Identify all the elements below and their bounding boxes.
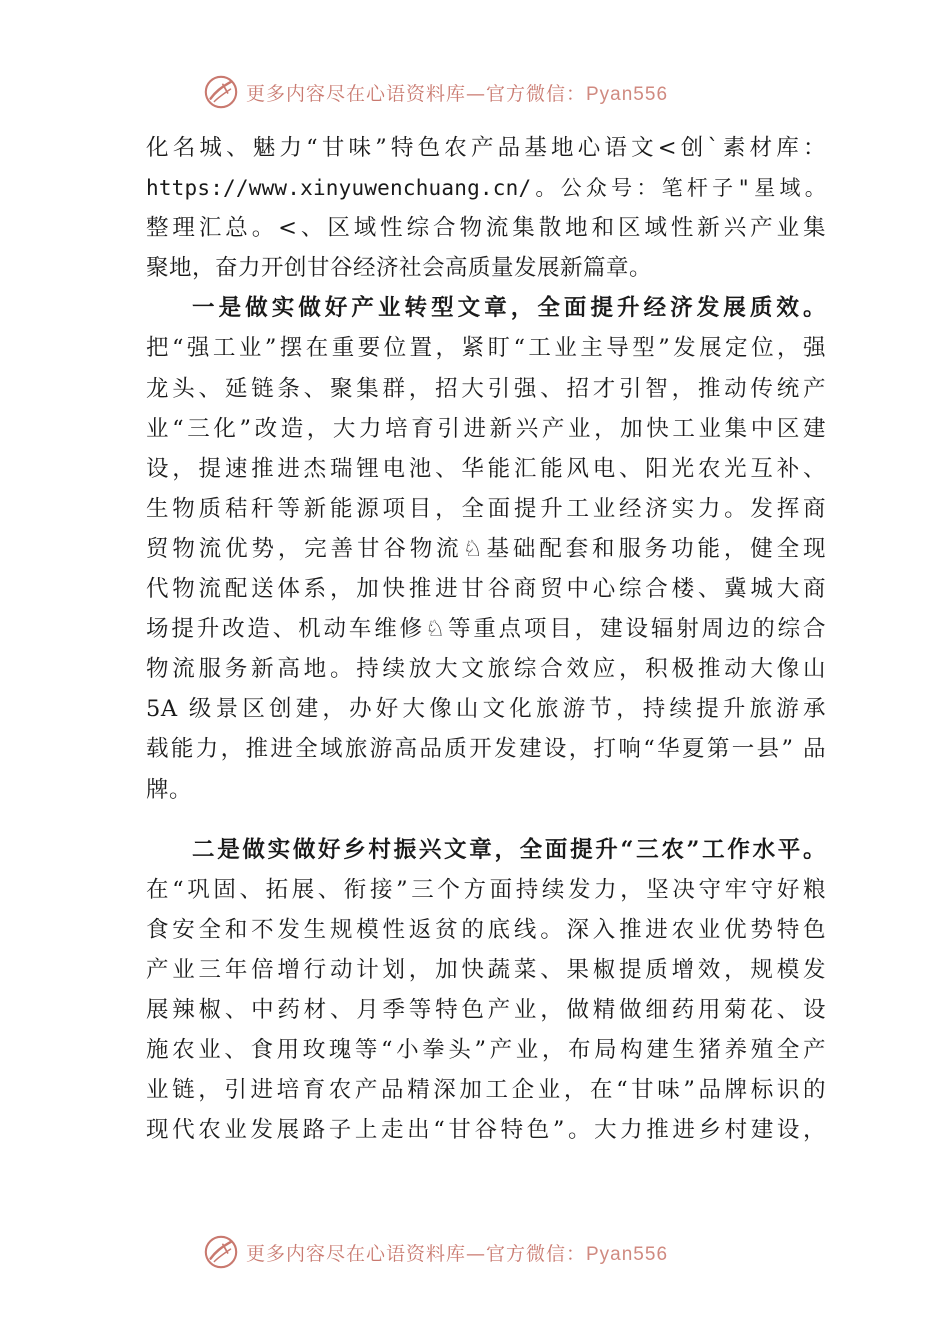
text-line: 食安全和不发生规模性返贫的底线。深入推进农业优势特色 — [146, 916, 826, 943]
section-heading-2: 二是做实做好乡村振兴文章，全面提升“三农”工作水平。 — [192, 836, 826, 863]
header-watermark — [0, 72, 950, 112]
text-line: 场提升改造、机动车维修♘等重点项目，建设辐射周边的综合 — [146, 616, 826, 643]
watermark-text: 更多内容尽在心语资料库—官方微信：Pyan556 — [245, 82, 669, 105]
document-body — [146, 128, 826, 1150]
text-line: 化名城、魅力“甘味”特色农产品基地心语文<创`素材库： — [146, 135, 826, 161]
text-line: 龙头、延链条、聚集群，招大引强、招才引智，推动传统产 — [146, 375, 826, 402]
text-line: 5A 级景区创建，办好大像山文化旅游节，持续提升旅游承 — [146, 696, 826, 723]
text-line: 聚地，奋力开创甘谷经济社会高质量发展新篇章。 — [146, 255, 653, 282]
text-line: 物流服务新高地。持续放大文旅综合效应，积极推动大像山 — [146, 656, 826, 683]
text-line: 产业三年倍增行动计划，加快蔬菜、果椒提质增效，规模发 — [146, 956, 826, 983]
text-line: 代物流配送体系，加快推进甘谷商贸中心综合楼、冀城大商 — [146, 576, 826, 603]
text-line: 贸物流优势，完善甘谷物流♘基础配套和服务功能，健全现 — [146, 535, 826, 562]
text-line-url: https://www.xinyuwenchuang.cn/。公众号：笔杆子"星域。 — [146, 176, 826, 201]
text-line: 牌。 — [146, 776, 193, 803]
section-heading-1: 一是做实做好产业转型文章，全面提升经济发展质效。 — [192, 295, 826, 322]
watermark-text: 更多内容尽在心语资料库—官方微信：Pyan556 — [245, 1242, 669, 1265]
text-line: 展辣椒、中药材、月季等特色产业，做精做细药用菊花、设 — [146, 996, 826, 1023]
wechat-id: Pyan556 — [586, 83, 669, 105]
text-line: 整理汇总。<、区域性综合物流集散地和区域性新兴产业集 — [146, 215, 826, 242]
footer-watermark — [0, 1232, 950, 1272]
brush-logo-icon — [202, 73, 240, 111]
text-line: 设，提速推进杰瑞锂电池、华能汇能风电、阳光农光互补、 — [146, 455, 826, 482]
paragraph-gap — [146, 810, 826, 830]
text-line: 业“三化”改造，大力培育引进新兴产业，加快工业集中区建 — [146, 415, 826, 442]
wechat-id: Pyan556 — [586, 1243, 669, 1265]
text-line: 生物质秸秆等新能源项目，全面提升工业经济实力。发挥商 — [146, 495, 826, 522]
brush-logo-icon — [202, 1233, 240, 1271]
text-line: 把“强工业”摆在重要位置，紧盯“工业主导型”发展定位，强 — [146, 335, 826, 362]
text-line: 现代农业发展路子上走出“甘谷特色”。大力推进乡村建设， — [146, 1117, 826, 1144]
text-line: 施农业、食用玫瑰等“小拳头”产业，布局构建生猪养殖全产 — [146, 1037, 826, 1064]
text-line: 业链，引进培育农产品精深加工企业，在“甘味”品牌标识的 — [146, 1077, 826, 1104]
text-line: 载能力，推进全域旅游高品质开发建设，打响“华夏第一县” 品 — [146, 736, 826, 763]
text-line: 在“巩固、拓展、衔接”三个方面持续发力，坚决守牢守好粮 — [146, 876, 826, 903]
